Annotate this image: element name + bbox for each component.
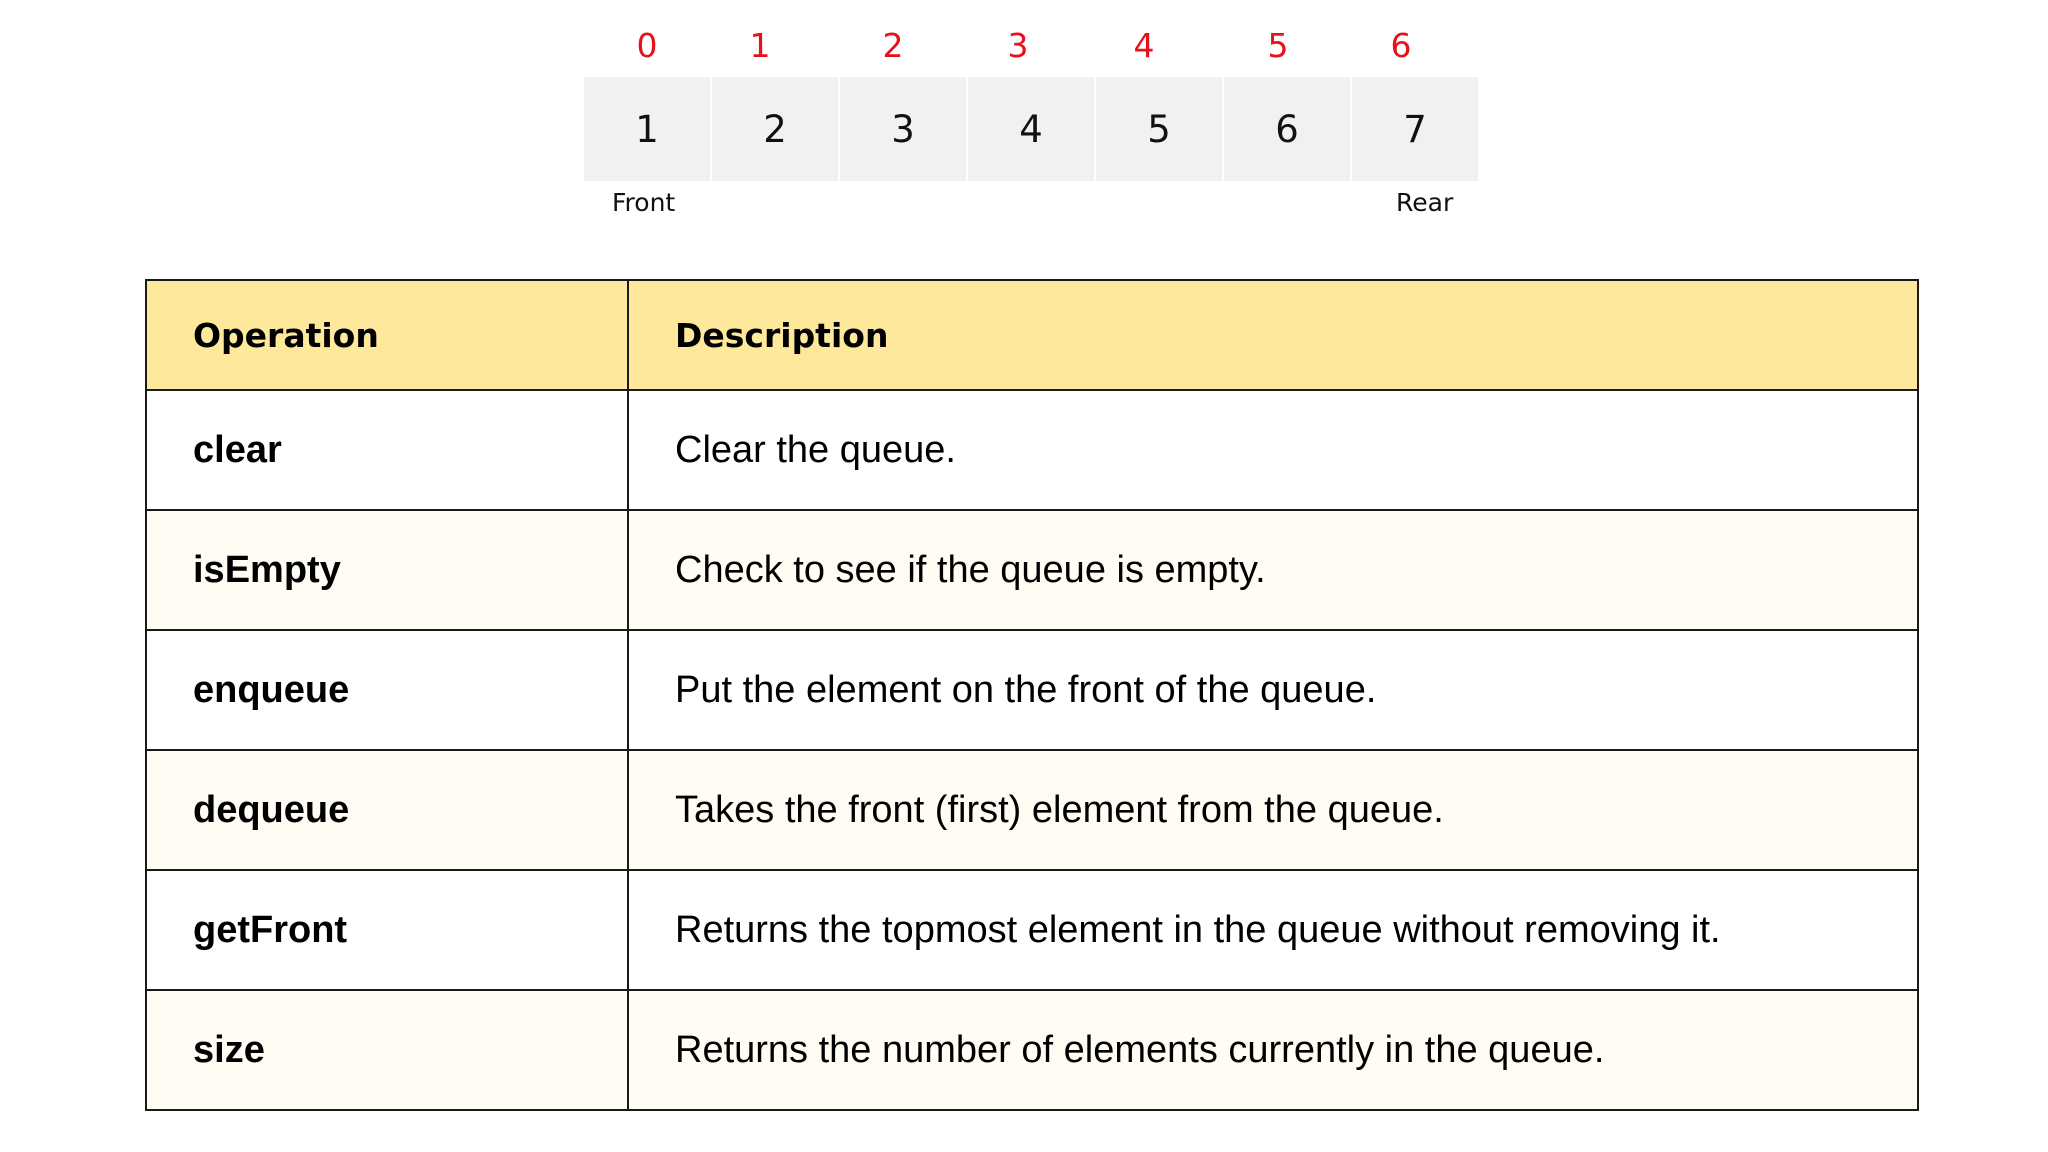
operation-name: isEmpty [146, 510, 628, 630]
operation-name: getFront [146, 870, 628, 990]
rear-label: Rear [1396, 188, 1454, 217]
queue-index: 5 [1267, 26, 1289, 65]
table-header-row [146, 280, 1918, 390]
operation-description: Returns the topmost element in the queue without removing it. [628, 870, 1918, 990]
queue-cell: 4 [968, 77, 1094, 181]
operation-name: clear [146, 390, 628, 510]
operations-table [145, 279, 1919, 1111]
table-row [146, 390, 1918, 510]
front-label: Front [612, 188, 676, 217]
operation-description: Returns the number of elements currently in the queue. [628, 990, 1918, 1110]
queue-cells [584, 77, 1488, 181]
operation-description: Check to see if the queue is empty. [628, 510, 1918, 630]
queue-cell: 1 [584, 77, 710, 181]
operation-description: Takes the front (first) element from the queue. [628, 750, 1918, 870]
table-row [146, 630, 1918, 750]
table-row [146, 870, 1918, 990]
queue-cell: 7 [1352, 77, 1478, 181]
operation-name: enqueue [146, 630, 628, 750]
operation-description: Clear the queue. [628, 390, 1918, 510]
operation-description: Put the element on the front of the queue. [628, 630, 1918, 750]
queue-diagram [0, 0, 2048, 240]
operation-name: dequeue [146, 750, 628, 870]
queue-cell: 6 [1224, 77, 1350, 181]
queue-index: 6 [1390, 26, 1412, 65]
queue-index: 0 [636, 26, 658, 65]
table-row [146, 510, 1918, 630]
table-row [146, 990, 1918, 1110]
operation-name: size [146, 990, 628, 1110]
header-operation: Operation [146, 280, 628, 390]
queue-index: 1 [749, 26, 771, 65]
queue-index-row [584, 22, 1488, 70]
queue-cell: 5 [1096, 77, 1222, 181]
queue-index: 3 [1007, 26, 1029, 65]
queue-cell: 2 [712, 77, 838, 181]
queue-index: 2 [882, 26, 904, 65]
header-description: Description [628, 280, 1918, 390]
queue-index: 4 [1133, 26, 1155, 65]
queue-cell: 3 [840, 77, 966, 181]
table-row [146, 750, 1918, 870]
